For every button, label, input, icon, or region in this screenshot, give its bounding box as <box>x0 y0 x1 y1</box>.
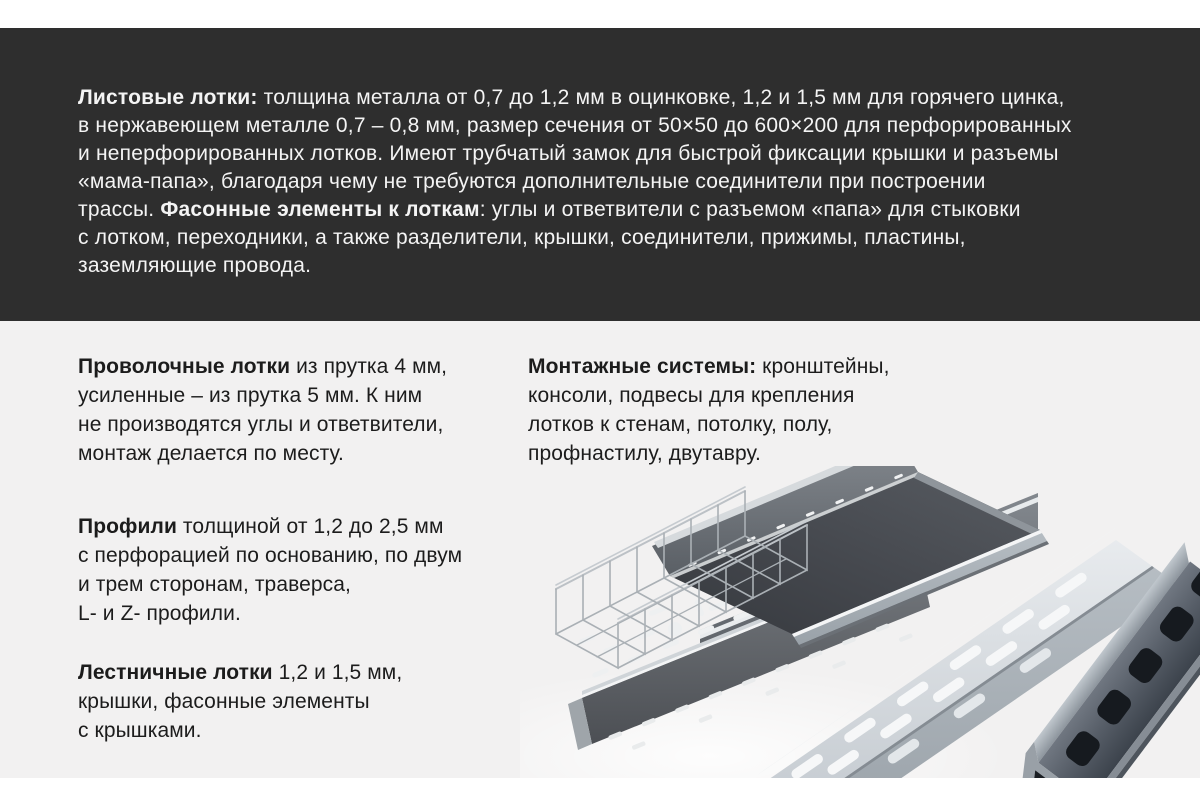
paragraph-wire-trays: Проволочные лотки из прутка 4 мм, усиленные – из прутка 5 мм. К ним не производятся углы и ответвители, монтаж делается по месту. <box>78 355 448 465</box>
hero-paragraph-line: заземляющие провода. <box>78 254 312 277</box>
hero-paragraph-line: трассы. Фасонные элементы к лоткам: углы и ответвители с разъемом «папа» для стыковки <box>78 198 1021 221</box>
hero-paragraph-line: с лотком, переходники, а также разделители, крышки, соединители, прижимы, пластины, <box>78 226 966 249</box>
hero-bold-lead: Листовые лотки: <box>78 86 258 109</box>
content-section <box>0 321 1200 778</box>
wire-trays-heading: Проволочные лотки <box>78 355 291 378</box>
paragraph-mounting-systems: Монтажные системы: кронштейны, консоли, подвесы для крепления лотков к стенам, потолку, полу, профнастилу, двутавру. <box>528 355 890 465</box>
hero-section <box>0 28 1200 321</box>
hero-bold-inline: Фасонные элементы к лоткам <box>160 198 480 221</box>
products-illustration <box>520 466 1200 778</box>
hero-paragraph-line: и неперфорированных лотков. Имеют трубчатый замок для быстрой фиксации крышки и разъемы <box>78 142 1059 165</box>
mounting-systems-heading: Монтажные системы: <box>528 355 757 378</box>
hero-paragraph-line: «мама-папа», благодаря чему не требуются дополнительные соединители при построении <box>78 170 986 193</box>
hero-paragraph-line: Листовые лотки: толщина металла от 0,7 до 1,2 мм в оцинковке, 1,2 и 1,5 мм для горячего цинка, <box>78 86 1065 109</box>
profiles-heading: Профили <box>78 515 177 538</box>
paragraph-profiles: Профили толщиной от 1,2 до 2,5 мм с перфорацией по основанию, по двум и трем сторонам, траверса, L- и Z- профили. <box>78 515 463 625</box>
solid-sheet-tray-image <box>652 466 1049 648</box>
hero-paragraph <box>78 84 1148 280</box>
paragraph-ladder-trays: Лестничные лотки 1,2 и 1,5 мм, крышки, фасонные элементы с крышками. <box>78 661 403 742</box>
hero-paragraph-line: в нержавеющем металле 0,7 – 0,8 мм, размер сечения от 50×50 до 600×200 для перфорированных <box>78 114 1072 137</box>
ladder-trays-heading: Лестничные лотки <box>78 661 273 684</box>
